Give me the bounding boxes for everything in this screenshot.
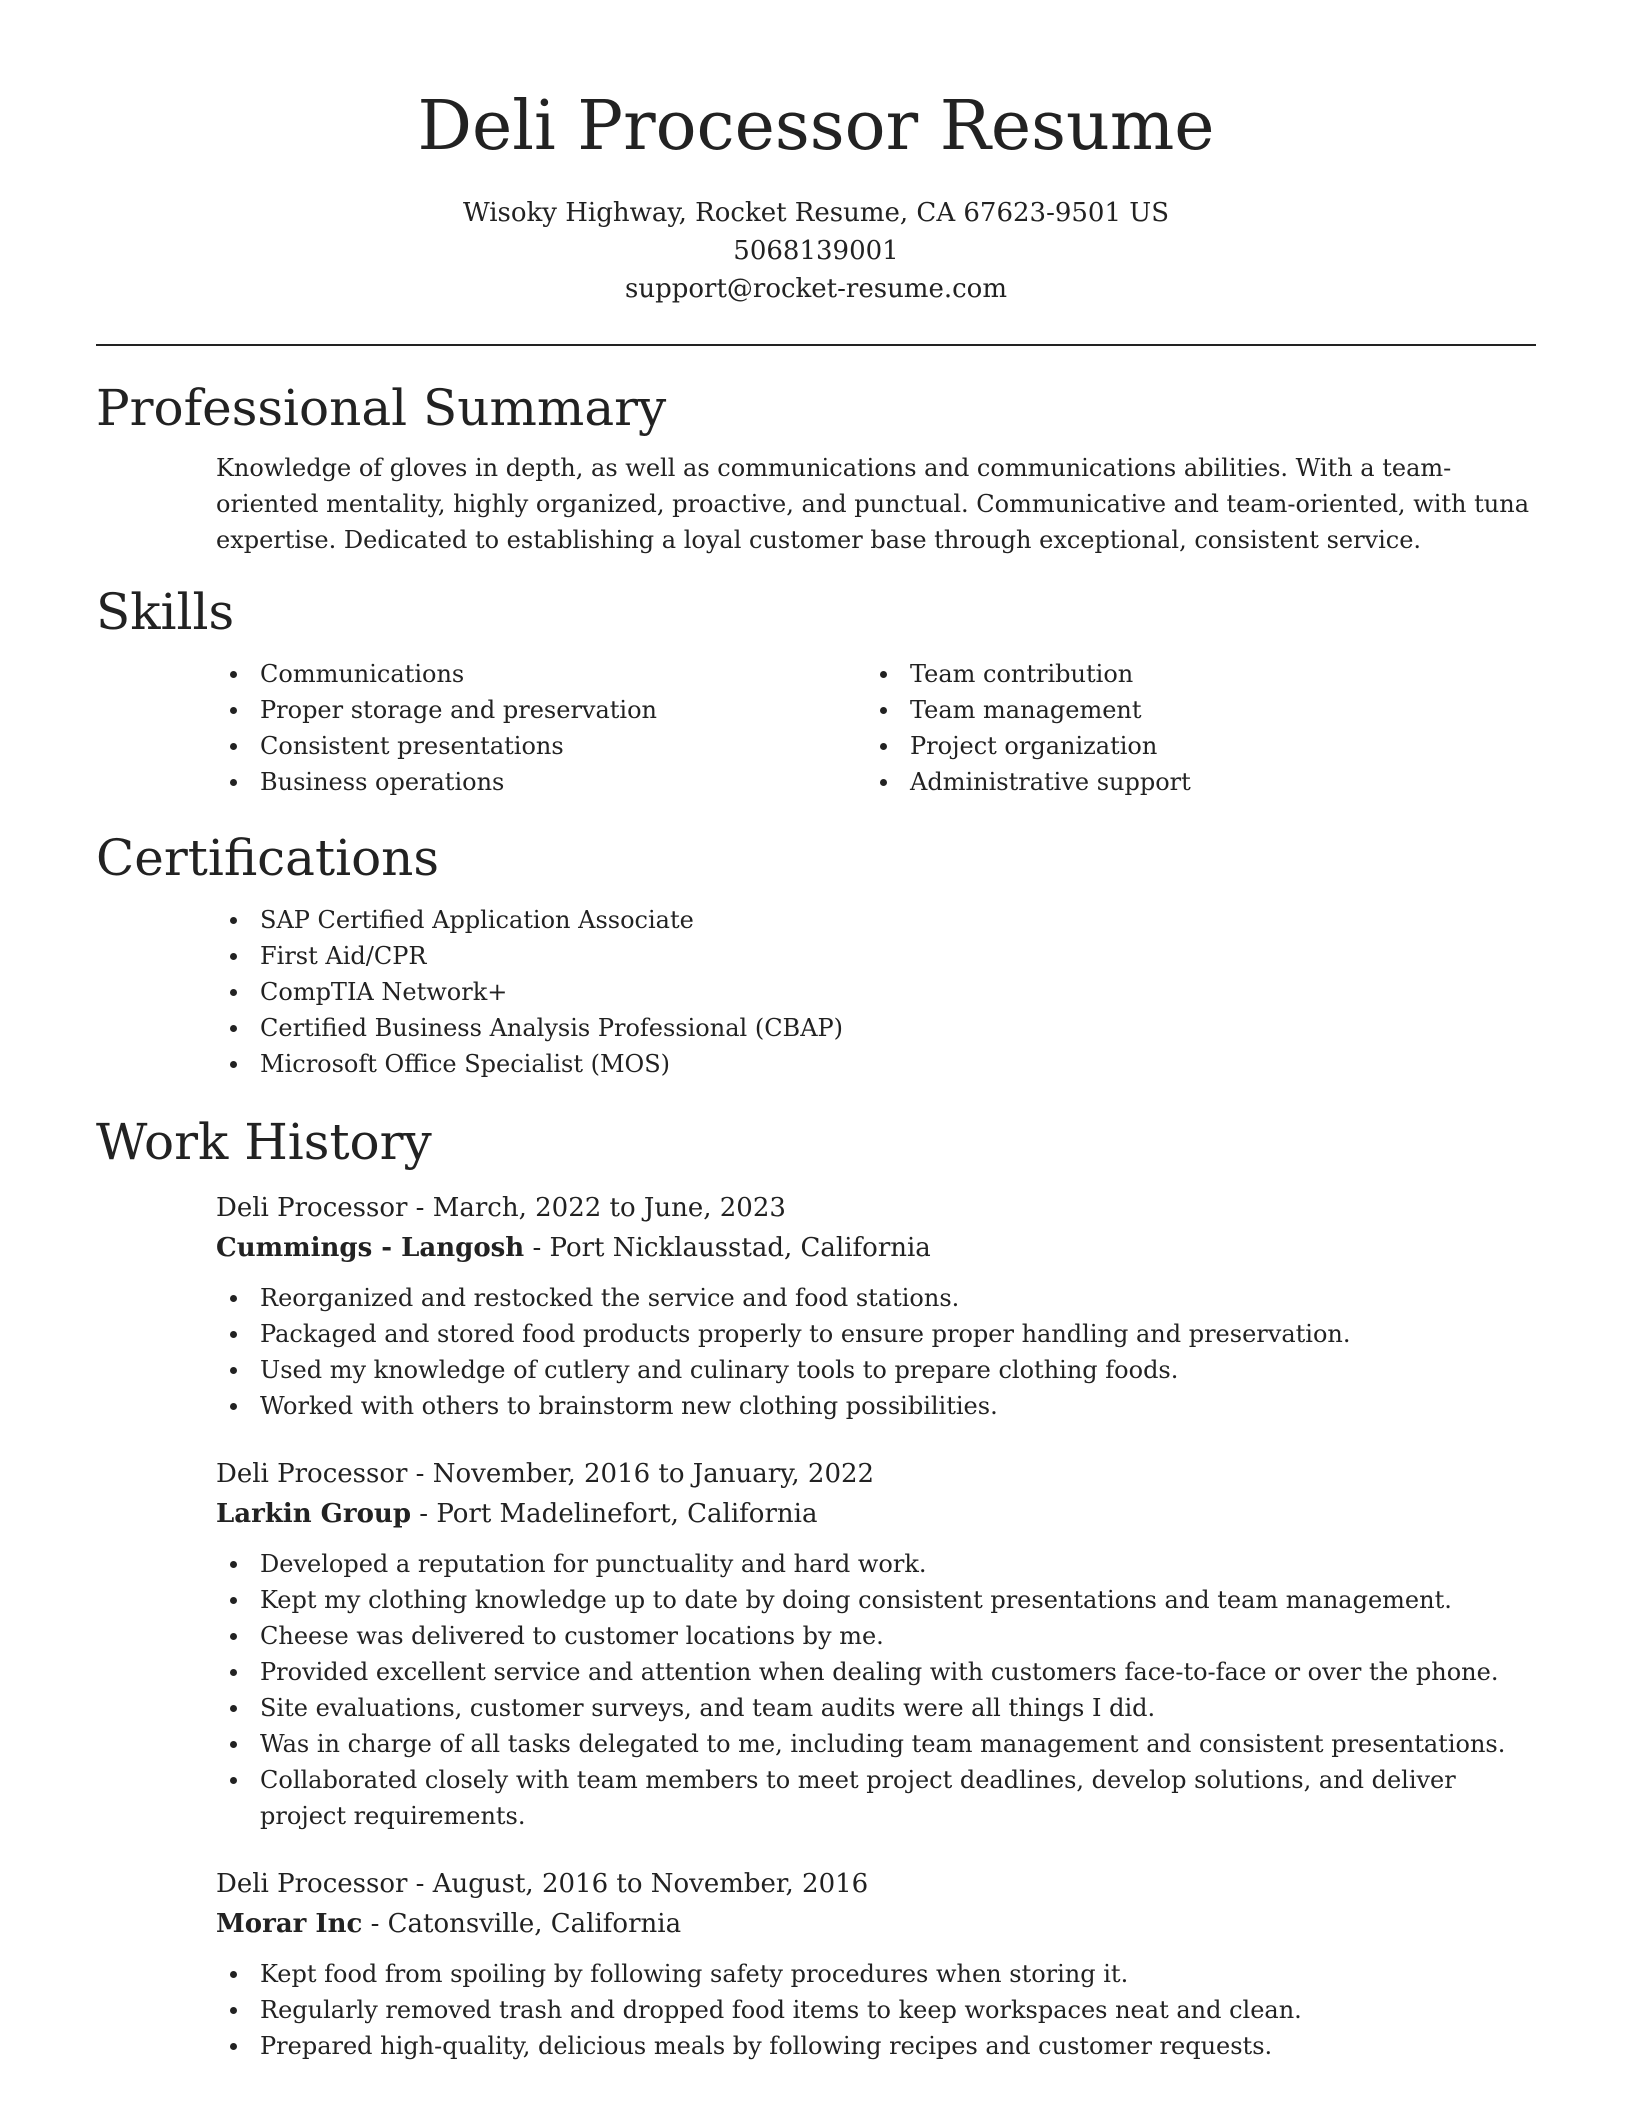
job-bullet: Kept my clothing knowledge up to date by doing consistent presentations and team management. [216,1582,1536,1618]
phone: 5068139001 [733,236,899,266]
skill-item: Project organization [866,728,1516,764]
job-title: Deli Processor - August, 2016 to November, 2016 [216,1869,869,1899]
job-bullet: Worked with others to brainstorm new clothing possibilities. [216,1388,1536,1424]
resume-header [0,0,1632,308]
skills-section [0,580,1632,800]
job-company: Morar Inc [216,1909,363,1939]
section-title-summary: Professional Summary [96,379,667,437]
job-entry [216,1864,1536,2064]
job-bullet: Cheese was delivered to customer locations by me. [216,1618,1536,1654]
job-bullet: Provided excellent service and attention when dealing with customers face-to-face or over the phone. [216,1654,1536,1690]
job-bullet: Regularly removed trash and dropped food items to keep workspaces neat and clean. [216,1992,1536,2028]
skill-item: Team management [866,692,1516,728]
job-company: Cummings - Langosh [216,1233,525,1263]
job-bullets [216,1956,1536,2064]
job-entry [216,1188,1536,1424]
resume-title: Deli Processor Resume [417,87,1215,166]
skills-list [216,656,1536,800]
certification-item: Certified Business Analysis Professional (CBAP) [216,1010,1536,1046]
skill-item: Communications [216,656,866,692]
job-bullet: Kept food from spoiling by following safety procedures when storing it. [216,1956,1536,1992]
job-entry [216,1454,1536,1834]
certifications-section [0,826,1632,1082]
skill-item: Proper storage and preservation [216,692,866,728]
contact-info [0,194,1632,308]
certifications-list [216,902,1536,1082]
work-history-section [0,1110,1632,2064]
email: support@rocket-resume.com [624,274,1007,304]
job-bullets [216,1280,1536,1424]
summary-section [0,376,1632,558]
job-bullet: Prepared high-quality, delicious meals by following recipes and customer requests. [216,2028,1536,2064]
skill-item: Consistent presentations [216,728,866,764]
section-title-work-history: Work History [96,1113,432,1171]
section-title-certifications: Certifications [96,829,440,887]
certification-item: First Aid/CPR [216,938,1536,974]
job-company-line [216,1904,1536,1944]
certification-item: SAP Certified Application Associate [216,902,1536,938]
summary-text: Knowledge of gloves in depth, as well as communications and communications abilities. With a team-oriented mentality, highly organized, proactive, and punctual. Communicative and team-oriented, with tuna expertise. Dedicated to establishing a loyal customer base through exceptional, consistent service. [216,454,1530,554]
job-title: Deli Processor - March, 2022 to June, 2023 [216,1193,786,1223]
job-bullet: Was in charge of all tasks delegated to me, including team management and consistent presentations. [216,1726,1536,1762]
header-divider [96,344,1536,346]
certification-item: Microsoft Office Specialist (MOS) [216,1046,1536,1082]
section-title-skills: Skills [96,583,235,641]
job-location: - Port Nicklausstad, California [524,1233,931,1263]
job-bullet: Site evaluations, customer surveys, and team audits were all things I did. [216,1690,1536,1726]
address: Wisoky Highway, Rocket Resume, CA 67623-9501 US [462,198,1170,228]
job-location: - Port Madelinefort, California [411,1499,818,1529]
certification-item: CompTIA Network+ [216,974,1536,1010]
skills-column-right [866,656,1516,800]
job-bullet: Used my knowledge of cutlery and culinary tools to prepare clothing foods. [216,1352,1536,1388]
job-bullet: Reorganized and restocked the service and food stations. [216,1280,1536,1316]
skill-item: Administrative support [866,764,1516,800]
job-location: - Catonsville, California [362,1909,682,1939]
skill-item: Business operations [216,764,866,800]
job-bullet: Packaged and stored food products properly to ensure proper handling and preservation. [216,1316,1536,1352]
job-bullet: Collaborated closely with team members to meet project deadlines, develop solutions, and deliver project requirements. [216,1762,1536,1834]
job-company: Larkin Group [216,1499,411,1529]
job-company-line [216,1228,1536,1268]
job-title: Deli Processor - November, 2016 to January, 2022 [216,1459,875,1489]
skills-column-left [216,656,866,800]
skill-item: Team contribution [866,656,1516,692]
job-company-line [216,1494,1536,1534]
job-bullets [216,1546,1536,1834]
job-bullet: Developed a reputation for punctuality and hard work. [216,1546,1536,1582]
